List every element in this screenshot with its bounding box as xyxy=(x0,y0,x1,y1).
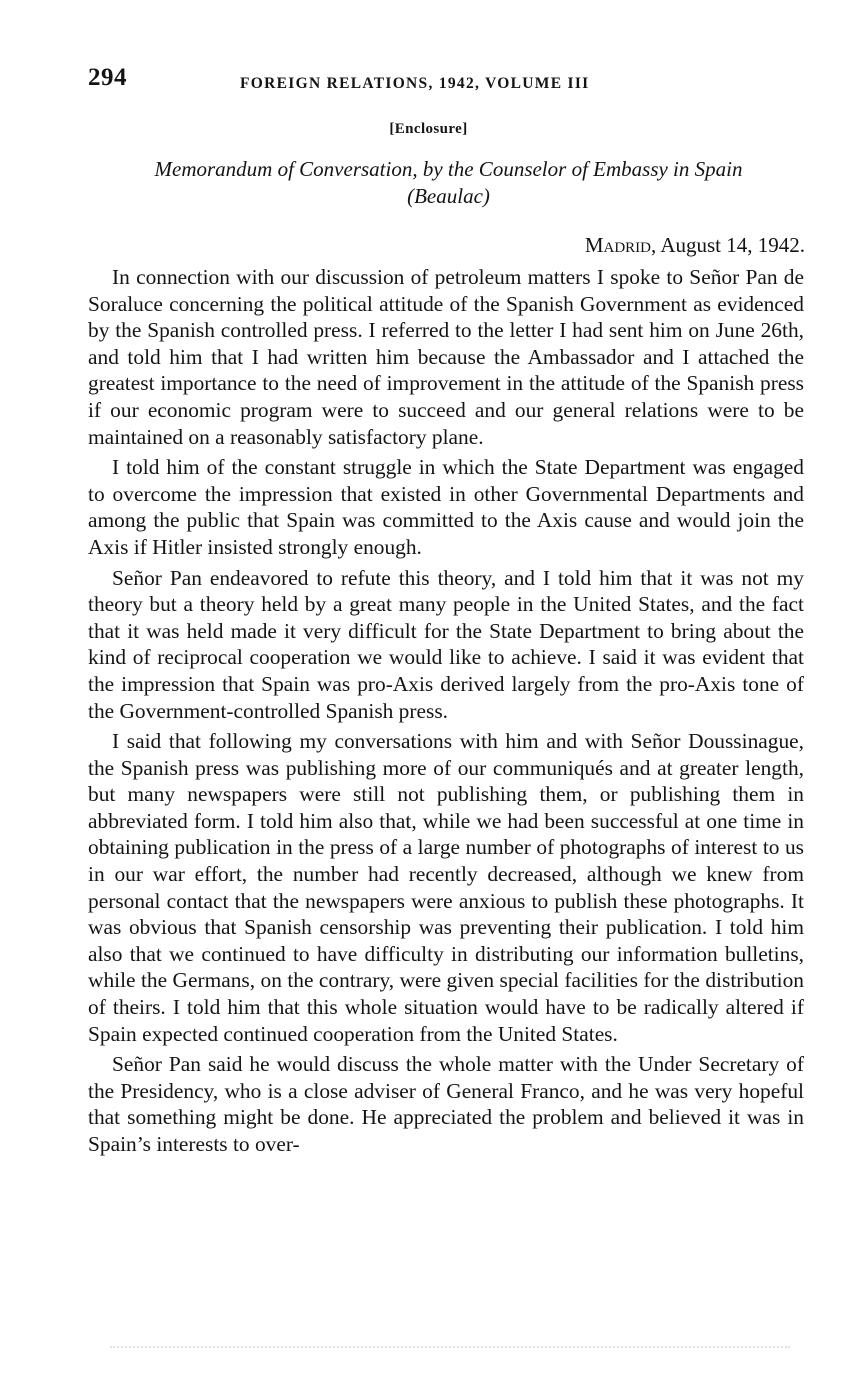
enclosure-label: [Enclosure] xyxy=(389,121,468,137)
page-number: 294 xyxy=(88,64,127,91)
paragraph-3: Señor Pan endeavored to refute this theory, and I told him that it was not my theory but a theory held by a great many people in the United States, and the fact that it was held made it very difficult for the State Department to bring about the kind of reciprocal cooperation we would like to achieve. I said it was evident that the impression that Spain was pro-Axis derived largely from the pro-Axis tone of the Government-controlled Spanish press. xyxy=(88,565,804,723)
paragraph-2: I told him of the constant struggle in which the State Department was engaged to overcome the impression that existed in other Governmental Departments and among the public that Spain was committed to the Axis cause and would join the Axis if Hitler insisted strongly enough. xyxy=(88,455,804,559)
dateline xyxy=(585,233,805,258)
document-title-line-1: Memorandum of Conversation, by the Counselor of Embassy in Spain xyxy=(154,157,743,181)
scan-noise-divider xyxy=(110,1346,790,1360)
document-title-line-2: (Beaulac) xyxy=(407,184,490,208)
dateline-place: Madrid, xyxy=(584,233,657,257)
running-head: FOREIGN RELATIONS, 1942, VOLUME III xyxy=(240,75,590,92)
memorandum-body xyxy=(88,264,804,1158)
paragraph-1: In connection with our discussion of petroleum matters I spoke to Señor Pan de Soraluce concerning the political attitude of the Spanish Government as evidenced by the Spanish controlled press. I referred to the letter I had sent him on June 26th, and told him that I had written him because the Ambassador and I attached the greatest importance to the need of improvement in the attitude of the Spanish press if our economic program were to succeed and our general relations were to be maintained on a reasonably satisfactory plane. xyxy=(88,265,804,449)
paragraph-4: I said that following my conversations with him and with Señor Doussinague, the Spanish press was publishing more of our communiqués and at greater length, but many newspapers were still not publishing them, or publishing them in abbreviated form. I told him also that, while we had been successful at one time in obtaining publication in the press of a large number of photographs of interest to us in our war effort, the number had recently decreased, although we knew from personal contact that the newspapers were anxious to publish these photographs. It was obvious that Spanish censorship was preventing their publication. I told him also that we continued to have difficulty in distributing our information bulletins, while the Germans, on the contrary, were given special facilities for the distribution of theirs. I told him that this whole situation would have to be radically altered if Spain expected continued cooperation from the United States. xyxy=(88,729,804,1046)
paragraph-5: Señor Pan said he would discuss the whole matter with the Under Secretary of the Presidency, who is a close adviser of General Franco, and he was very hopeful that something might be done. He appreciated the problem and believed it was in Spain’s interests to over- xyxy=(88,1052,804,1156)
document-title xyxy=(86,156,811,210)
dateline-date: August 14, 1942. xyxy=(656,233,805,257)
